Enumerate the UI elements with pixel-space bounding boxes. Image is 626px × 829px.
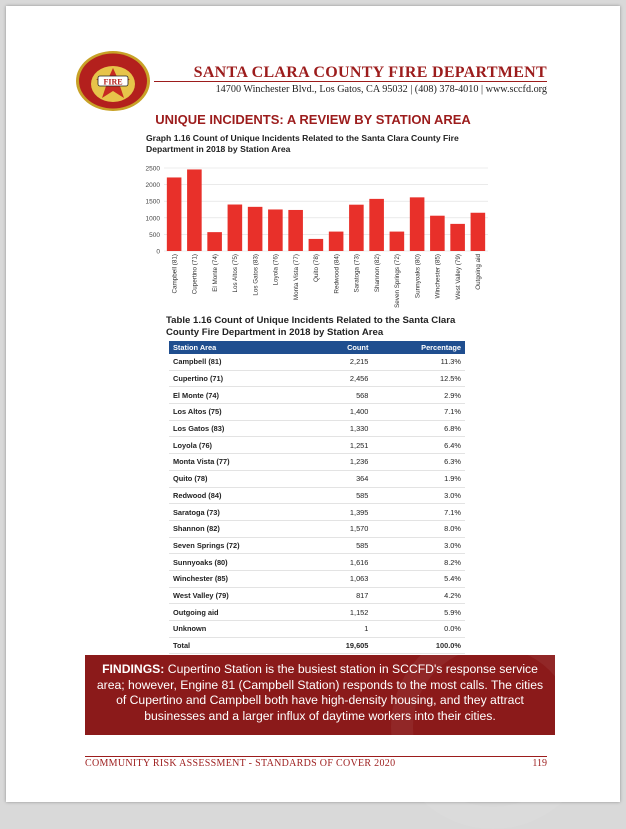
bar [329, 232, 344, 251]
table-row [169, 537, 465, 554]
bar [288, 210, 303, 251]
table-caption-line2: County Fire Department in 2018 by Station Area [166, 326, 384, 338]
table-row [169, 420, 465, 437]
header-station-area: Station Area [169, 341, 313, 354]
bar [349, 205, 364, 251]
cell-station: Campbell (81) [169, 354, 313, 370]
x-tick-label: Campbell (81) [171, 254, 179, 294]
cell-station: West Valley (79) [169, 587, 313, 604]
bar [430, 216, 445, 251]
bar [369, 199, 384, 251]
x-tick-label: Los Altos (75) [232, 254, 240, 293]
cell-count: 585 [313, 537, 372, 554]
table-total-row [169, 637, 465, 654]
cell-percentage: 11.3% [372, 354, 465, 370]
table-row [169, 470, 465, 487]
x-tick-label: Winchester (85) [434, 254, 442, 299]
bar [268, 209, 283, 251]
graph-caption [146, 133, 476, 154]
cell-percentage: 7.1% [372, 504, 465, 521]
total-count: 19,605 [313, 637, 372, 654]
table-row [169, 604, 465, 621]
cell-percentage: 0.0% [372, 621, 465, 638]
cell-station: Loyola (76) [169, 437, 313, 454]
header-divider [154, 81, 547, 82]
table-caption-line1: Table 1.16 Count of Unique Incidents Related to the Santa Clara [166, 315, 456, 326]
footer-title: COMMUNITY RISK ASSESSMENT - STANDARDS OF COVER 2020 [85, 758, 396, 769]
x-tick-label: Quito (78) [313, 254, 321, 282]
cell-count: 817 [313, 587, 372, 604]
cell-station: Los Altos (75) [169, 404, 313, 421]
x-tick-label: El Monte (74) [211, 254, 219, 292]
logo-fire-text: FIRE [103, 77, 123, 87]
bar [187, 169, 202, 251]
cell-station: Sunnyoaks (80) [169, 554, 313, 571]
table-row [169, 404, 465, 421]
x-tick-label: Shannon (82) [373, 254, 381, 293]
page-number: 119 [532, 758, 547, 769]
cell-count: 1,330 [313, 420, 372, 437]
y-tick-label: 1500 [145, 198, 160, 206]
y-tick-label: 0 [156, 248, 160, 256]
cell-count: 2,456 [313, 370, 372, 387]
cell-count: 1,063 [313, 570, 372, 587]
cell-count: 568 [313, 387, 372, 404]
cell-percentage: 5.4% [372, 570, 465, 587]
bar [471, 213, 486, 251]
cell-percentage: 5.9% [372, 604, 465, 621]
bar [450, 224, 465, 251]
cell-station: Redwood (84) [169, 487, 313, 504]
department-address: 14700 Winchester Blvd., Los Gatos, CA 95032 | (408) 378-4010 | www.sccfd.org [215, 84, 547, 95]
header-percentage: Percentage [372, 341, 465, 354]
cell-percentage: 2.9% [372, 387, 465, 404]
table-row [169, 621, 465, 638]
x-tick-label: Saratoga (73) [353, 254, 361, 293]
table-row [169, 370, 465, 387]
fire-department-logo-icon [74, 41, 152, 112]
table-row [169, 504, 465, 521]
cell-station: Winchester (85) [169, 570, 313, 587]
bar [309, 239, 324, 251]
cell-percentage: 3.0% [372, 537, 465, 554]
graph-caption-line1: Graph 1.16 Count of Unique Incidents Related to the Santa Clara County Fire [146, 133, 459, 143]
cell-count: 2,215 [313, 354, 372, 370]
y-tick-label: 2000 [145, 182, 160, 190]
cell-count: 1,400 [313, 404, 372, 421]
cell-count: 1,570 [313, 520, 372, 537]
decorative-swirl [391, 625, 595, 829]
header-count: Count [313, 341, 372, 354]
cell-station: Outgoing aid [169, 604, 313, 621]
graph-caption-line2: Department in 2018 by Station Area [146, 143, 291, 154]
cell-station: El Monte (74) [169, 387, 313, 404]
cell-count: 1,152 [313, 604, 372, 621]
x-tick-label: Sunnyoaks (80) [414, 254, 422, 299]
cell-station: Monta Vista (77) [169, 454, 313, 471]
cell-count: 1 [313, 621, 372, 638]
table-row [169, 554, 465, 571]
bar [248, 207, 263, 251]
cell-station: Unknown [169, 621, 313, 638]
cell-percentage: 8.0% [372, 520, 465, 537]
table-row [169, 570, 465, 587]
x-tick-label: Redwood (84) [333, 254, 341, 294]
table-row [169, 354, 465, 370]
section-title: UNIQUE INCIDENTS: A REVIEW BY STATION AREA [155, 112, 471, 127]
total-percentage: 100.0% [372, 637, 465, 654]
bar [390, 232, 405, 251]
cell-percentage: 3.0% [372, 487, 465, 504]
y-tick-label: 1000 [145, 215, 160, 223]
bar [410, 197, 425, 251]
cell-percentage: 7.1% [372, 404, 465, 421]
x-tick-label: Outgoing aid [475, 254, 483, 290]
findings-box [85, 655, 555, 735]
cell-count: 1,616 [313, 554, 372, 571]
cell-percentage: 6.3% [372, 454, 465, 471]
document-page [6, 6, 620, 802]
department-name: SANTA CLARA COUNTY FIRE DEPARTMENT [193, 64, 547, 81]
cell-count: 585 [313, 487, 372, 504]
table-header-row [169, 341, 465, 354]
logo-top-text: SANTA CLARA COUNTY [74, 41, 149, 48]
x-tick-label: Loyola (76) [272, 254, 280, 286]
table-row [169, 454, 465, 471]
cell-station: Quito (78) [169, 470, 313, 487]
cell-percentage: 1.9% [372, 470, 465, 487]
cell-station: Cupertino (71) [169, 370, 313, 387]
table-row [169, 387, 465, 404]
table-row [169, 487, 465, 504]
findings-label: FINDINGS: [102, 662, 165, 676]
bar-chart [134, 156, 494, 306]
cell-count: 364 [313, 470, 372, 487]
cell-count: 1,236 [313, 454, 372, 471]
table-row [169, 437, 465, 454]
y-tick-label: 500 [149, 231, 160, 239]
cell-station: Seven Springs (72) [169, 537, 313, 554]
bar [167, 177, 182, 251]
cell-station: Shannon (82) [169, 520, 313, 537]
cell-percentage: 4.2% [372, 587, 465, 604]
cell-station: Saratoga (73) [169, 504, 313, 521]
cell-percentage: 6.8% [372, 420, 465, 437]
y-tick-label: 2500 [145, 165, 160, 173]
x-tick-label: Los Gatos (83) [252, 254, 260, 296]
x-tick-label: West Valley (79) [454, 254, 462, 300]
footer-divider [85, 756, 547, 757]
total-label: Total [169, 637, 313, 654]
table-row [169, 587, 465, 604]
table-row [169, 520, 465, 537]
bar [207, 232, 222, 251]
bar [228, 205, 243, 251]
cell-count: 1,395 [313, 504, 372, 521]
x-tick-label: Monta Vista (77) [292, 254, 300, 301]
cell-percentage: 6.4% [372, 437, 465, 454]
station-table [169, 341, 465, 654]
x-tick-label: Cupertino (71) [191, 254, 199, 295]
cell-percentage: 12.5% [372, 370, 465, 387]
x-tick-label: Seven Springs (72) [394, 254, 402, 308]
cell-percentage: 8.2% [372, 554, 465, 571]
cell-station: Los Gatos (83) [169, 420, 313, 437]
cell-count: 1,251 [313, 437, 372, 454]
findings-text: Cupertino Station is the busiest station in SCCFD's response service area; however, Engine 81 (Campbell Station) responds to the most calls. The cities of Cupertino and Campbell both have high-density housing, and they attract businesses and a larger influx of daytime workers into their cities. [96, 662, 544, 723]
table-caption [166, 315, 466, 338]
